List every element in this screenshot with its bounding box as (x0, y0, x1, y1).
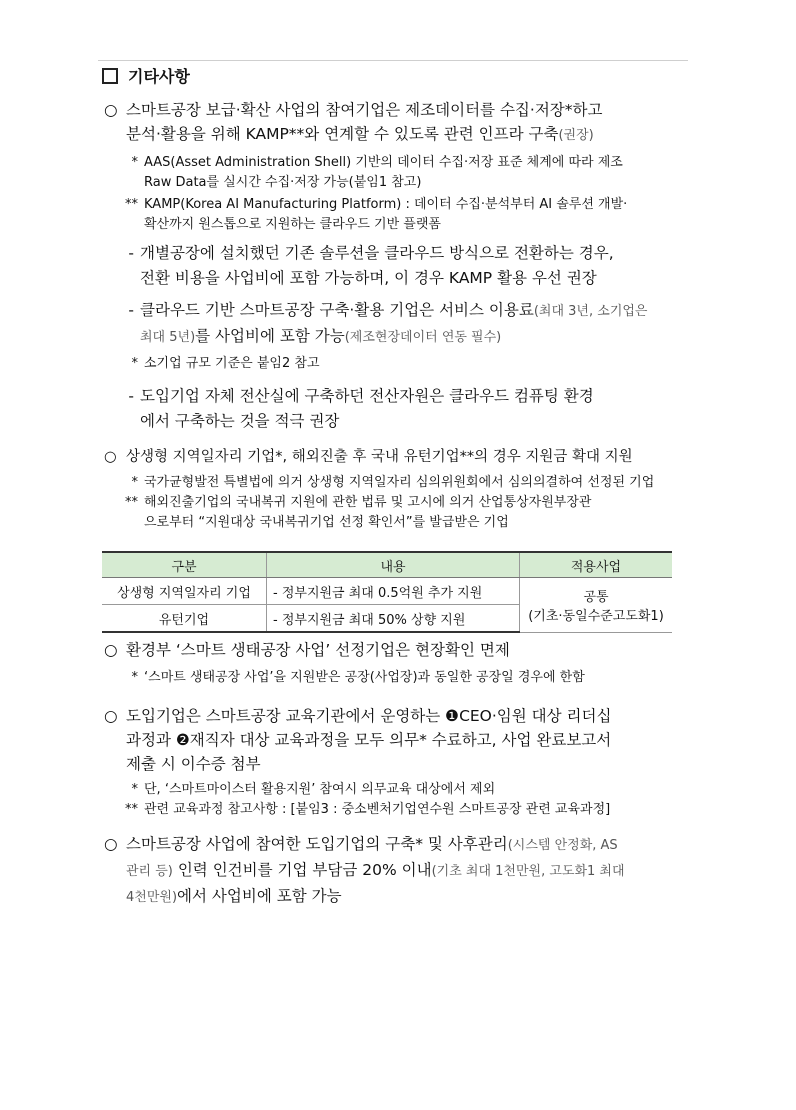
note-mark: ** (125, 495, 138, 510)
bullet-text-line2: 인력 인건비를 기업 부담금 20% 이내 (172, 861, 432, 879)
square-icon (102, 68, 118, 84)
table-cell-category: 유턴기업 (102, 605, 267, 633)
bullet-text-line1: 상생형 지역일자리 기업*, 해외진출 후 국내 유턴기업**의 경우 지원금 확대 지원 (126, 449, 633, 465)
note-mark: * (131, 356, 138, 371)
note-aas (104, 153, 674, 193)
note-education-reference (104, 800, 674, 820)
bullet-text-line1: 환경부 ‘스마트 생태공장 사업’ 선정기업은 현장확인 면제 (126, 641, 510, 659)
note-line1: 해외진출기업의 국내복귀 지원에 관한 법류 및 고시에 의거 산업통상자원부장관 (144, 495, 592, 510)
bullet-text-line2: 분석·활용을 위해 KAMP**와 연계할 수 있도록 관련 인프라 구축 (126, 125, 559, 143)
dash-mark: - (128, 387, 134, 405)
bullet-text-line1: 도입기업은 스마트공장 교육기관에서 운영하는 ❶CEO·임원 대상 리더십 (126, 707, 612, 725)
bullet-mark: ○ (104, 641, 118, 659)
note-meister-exemption (104, 780, 674, 800)
bullet-text-line3: 에서 사업비에 포함 가능 (177, 887, 342, 905)
dash-line2: 전환 비용을 사업비에 포함 가능하며, 이 경우 KAMP 활용 우선 권장 (140, 269, 597, 287)
note-eco-factory (104, 668, 674, 688)
dash-prefix: 최대 5년) (140, 330, 196, 345)
table-header-row (102, 552, 672, 578)
applies-line1: 공통 (583, 589, 609, 605)
bullet-education (104, 704, 674, 776)
dash-line1: 클라우드 기반 스마트공장 구축·활용 기업은 서비스 이용료 (140, 301, 534, 319)
note-mark: ** (125, 802, 138, 817)
applies-line2: (기초·동일수준고도화1) (528, 608, 664, 624)
bullet-labor-costs (104, 832, 674, 910)
bullet-suffix: (시스템 안정화, AS (507, 838, 618, 853)
bullet-text-line1: 스마트공장 사업에 참여한 도입기업의 구축* 및 사후관리 (126, 835, 508, 853)
note-line1: ‘스마트 생태공장 사업’을 지원받은 공장(사업장)과 동일한 공장일 경우에 한함 (144, 670, 585, 685)
dash-cloud-transition (104, 241, 674, 291)
dash-mark: - (128, 244, 134, 262)
note-line1: 관련 교육과정 참고사항 : [붙임3 : 중소벤처기업연수원 스마트공장 관련 교육과정] (144, 802, 611, 817)
bullet-suffix: (권장) (558, 128, 594, 143)
table-header-category: 구분 (102, 552, 267, 578)
bullet-suffix2: (기초 최대 1천만원, 고도화1 최대 (431, 864, 625, 879)
table-cell-applies (520, 578, 673, 633)
header-rule (98, 60, 688, 61)
bullet-text-line2: 과정과 ❷재직자 대상 교육과정을 모두 의무* 수료하고, 사업 완료보고서 (126, 731, 612, 749)
bullet-prefix: 관리 등) (126, 864, 173, 879)
note-line1: KAMP(Korea AI Manufacturing Platform) : 데이터 수집·분석부터 AI 솔루션 개발· (144, 197, 628, 212)
dash-suffix2: (제조현장데이터 연동 필수) (344, 330, 502, 345)
dash-line2: 를 사업비에 포함 가능 (195, 327, 345, 345)
note-line2: 확산까지 원스톱으로 지원하는 클라우드 기반 플랫폼 (144, 217, 441, 232)
note-mark: * (131, 670, 138, 685)
dash-mark: - (128, 301, 134, 319)
table-header-applies: 적용사업 (520, 552, 673, 578)
note-line2: Raw Data를 실시간 수집·저장 가능(붙임1 참고) (144, 175, 422, 190)
bullet-support-expansion (104, 445, 674, 469)
bullet-mark: ○ (104, 835, 118, 853)
note-line1: 소기업 규모 기준은 붙임2 참고 (144, 356, 320, 371)
table-row (102, 578, 672, 605)
note-line2: 으로부터 “지원대상 국내복귀기업 선정 확인서”를 발급받은 기업 (144, 515, 509, 530)
table-cell-content: - 정부지원금 최대 0.5억원 추가 지원 (267, 578, 520, 605)
table-header-content: 내용 (267, 552, 520, 578)
section-title-text: 기타사항 (128, 67, 190, 86)
note-line1: AAS(Asset Administration Shell) 기반의 데이터 수집·저장 표준 체계에 따라 제조 (144, 155, 623, 170)
bullet-text-line3: 제출 시 이수증 첨부 (126, 755, 261, 773)
note-mark: * (131, 155, 138, 170)
dash-suffix: (최대 3년, 소기업은 (533, 304, 648, 319)
bullet-text-line1: 스마트공장 보급·확산 사업의 참여기업은 제조데이터를 수집·저장*하고 (126, 101, 603, 119)
bullet-mark: ○ (104, 449, 117, 465)
dash-line1: 도입기업 자체 전산실에 구축하던 전산자원은 클라우드 컴퓨팅 환경 (140, 387, 594, 405)
note-line1: 단, ‘스마트마이스터 활용지원’ 참여시 의무교육 대상에서 제외 (144, 782, 496, 797)
note-reshoring (104, 493, 674, 533)
support-table (102, 551, 672, 633)
dash-line1: 개별공장에 설치했던 기존 솔루션을 클라우드 방식으로 전환하는 경우, (140, 244, 614, 262)
table-cell-content: - 정부지원금 최대 50% 상향 지원 (267, 605, 520, 633)
dash-cloud-service-fee (104, 298, 674, 350)
note-mark: ** (125, 197, 138, 212)
dash-line2: 에서 구축하는 것을 적극 권장 (140, 412, 340, 430)
note-line1: 국가균형발전 특별법에 의거 상생형 지역일자리 심의위원회에서 심의의결하여 선정된 기업 (144, 475, 655, 490)
bullet-infra (104, 98, 674, 148)
bullet-mark: ○ (104, 707, 118, 725)
bullet-eco-factory (104, 638, 674, 662)
note-kamp (104, 195, 674, 235)
note-mark: * (131, 782, 138, 797)
note-small-business (104, 354, 674, 374)
note-regional-jobs (104, 473, 674, 493)
note-mark: * (131, 475, 138, 490)
section-title (102, 64, 190, 87)
dash-it-resources (104, 384, 674, 434)
table-cell-category: 상생형 지역일자리 기업 (102, 578, 267, 605)
bullet-prefix2: 4천만원) (126, 890, 178, 905)
bullet-mark: ○ (104, 101, 118, 119)
